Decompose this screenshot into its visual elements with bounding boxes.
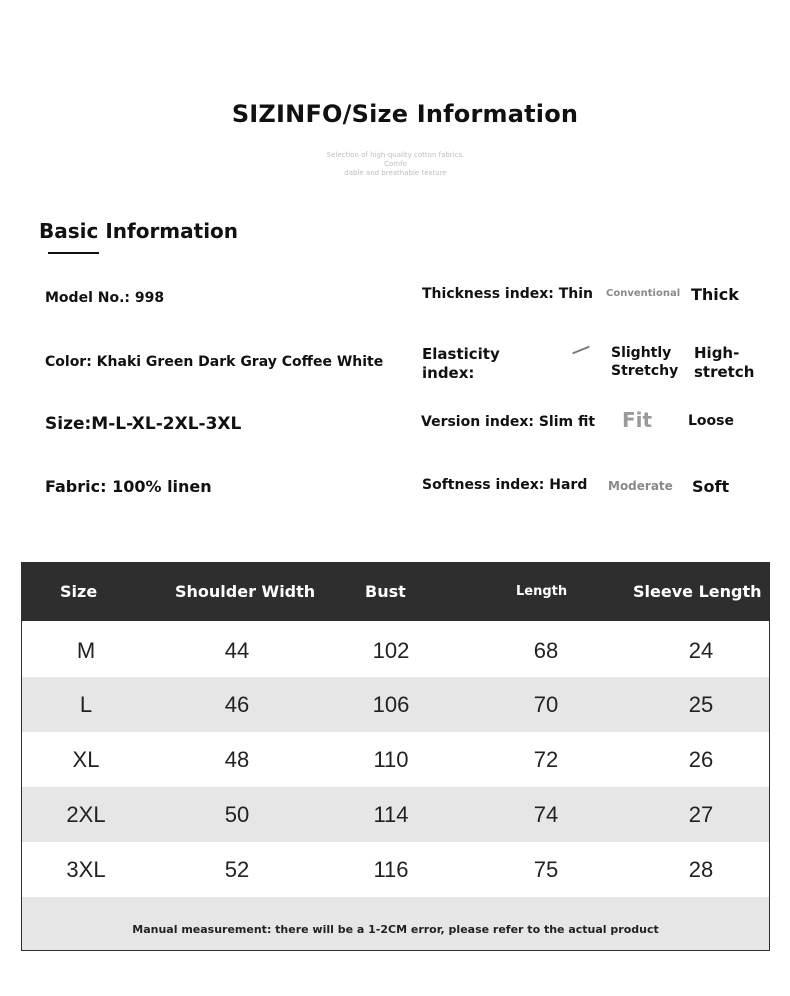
elasticity-marker (572, 346, 589, 355)
model-number: Model No.: 998 (45, 290, 165, 306)
elasticity-mid-line-2: Stretchy (611, 363, 679, 379)
section-underline (48, 252, 99, 254)
cell-bust: 116 (373, 857, 409, 882)
elasticity-high-line-1: High- (694, 344, 740, 362)
cell-shoulder: 44 (224, 638, 250, 663)
header-sleeve-length: Sleeve Length (633, 582, 762, 601)
table-footer (22, 897, 769, 950)
page-subtitle (318, 151, 473, 178)
elasticity-high-stretch (694, 344, 754, 382)
cell-size: 3XL (66, 857, 106, 882)
table-row (22, 623, 769, 678)
cell-length: 74 (533, 802, 559, 827)
header-shoulder-width: Shoulder Width (175, 582, 316, 601)
cell-bust: 114 (373, 802, 409, 827)
thickness-index-label: Thickness index: Thin (422, 286, 593, 302)
elasticity-label-line-2: index: (422, 364, 475, 382)
elasticity-high-line-2: stretch (694, 363, 755, 381)
header-size: Size (60, 582, 98, 601)
section-heading-basic-information: Basic Information (39, 219, 239, 243)
fabric: Fabric: 100% linen (45, 477, 212, 496)
cell-sleeve: 28 (688, 857, 714, 882)
cell-bust: 110 (373, 747, 409, 772)
cell-shoulder: 52 (224, 857, 250, 882)
cell-size: M (76, 638, 96, 663)
header-length: Length (516, 584, 568, 599)
color-options: Color: Khaki Green Dark Gray Coffee White (45, 354, 384, 370)
version-index-label: Version index: Slim fit (421, 414, 596, 430)
measurement-note: Manual measurement: there will be a 1-2CM error, please refer to the actual product (132, 923, 659, 936)
cell-sleeve: 27 (688, 802, 714, 827)
table-row (22, 842, 769, 897)
cell-shoulder: 50 (224, 802, 250, 827)
version-loose: Loose (688, 413, 734, 429)
elasticity-index-label (422, 345, 500, 383)
elasticity-slightly-stretchy (611, 344, 678, 380)
softness-index-label: Softness index: Hard (422, 477, 588, 493)
table-row (22, 732, 769, 787)
cell-sleeve: 24 (688, 638, 714, 663)
table-row (22, 787, 769, 842)
cell-length: 68 (533, 638, 559, 663)
thickness-conventional: Conventional (606, 288, 681, 299)
cell-sleeve: 26 (688, 747, 714, 772)
cell-size: XL (72, 747, 100, 772)
cell-bust: 106 (372, 692, 410, 717)
cell-sleeve: 25 (688, 692, 714, 717)
thickness-thick: Thick (691, 285, 739, 304)
version-fit: Fit (622, 408, 653, 432)
cell-length: 70 (533, 692, 559, 717)
elasticity-label-line-1: Elasticity (422, 345, 500, 363)
elasticity-mid-line-1: Slightly (611, 345, 672, 361)
table-header (22, 563, 769, 621)
cell-bust: 102 (372, 638, 410, 663)
cell-size: L (79, 692, 93, 717)
page-title: SIZINFO/Size Information (231, 100, 579, 128)
table-row (22, 677, 769, 732)
cell-length: 72 (533, 747, 559, 772)
softness-moderate: Moderate (608, 479, 673, 493)
cell-size: 2XL (66, 802, 106, 827)
subtitle-line-1: Selection of high-quality cotton fabrics. Comfo (326, 151, 465, 168)
softness-soft: Soft (692, 477, 730, 496)
header-bust: Bust (365, 582, 406, 601)
size-range: Size:M-L-XL-2XL-3XL (45, 414, 242, 434)
subtitle-line-2: dable and breathable texture (344, 169, 447, 177)
cell-length: 75 (533, 857, 559, 882)
cell-shoulder: 46 (224, 692, 250, 717)
cell-shoulder: 48 (224, 747, 250, 772)
size-table (21, 562, 770, 951)
